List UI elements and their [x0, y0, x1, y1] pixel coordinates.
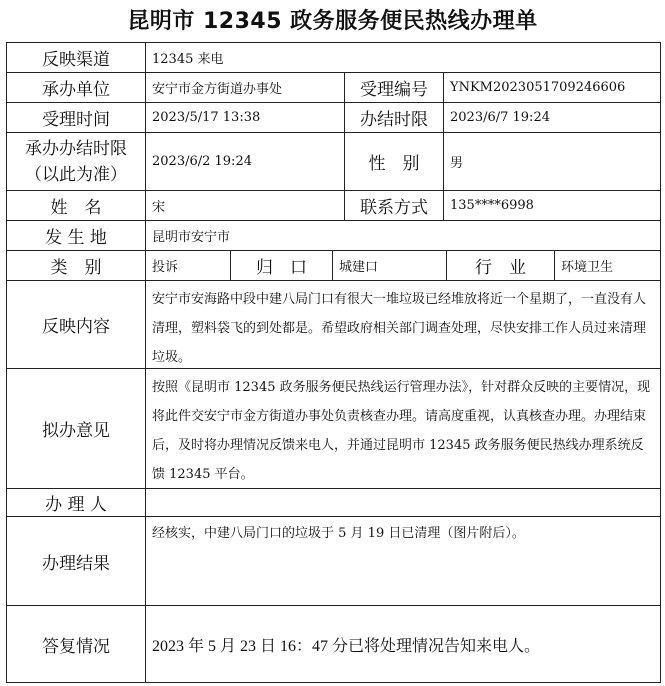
label-accept-time-text: 受理时间 [42, 110, 110, 130]
label-result [6, 516, 146, 606]
label-channel [6, 42, 146, 73]
label-gender [344, 132, 444, 191]
label-content-text: 反映内容 [42, 317, 110, 337]
label-contact-text: 联系方式 [360, 198, 428, 218]
label-attribution [230, 250, 333, 281]
value-unit: 安宁市金方街道办事处 [145, 72, 345, 103]
label-reply [6, 605, 146, 683]
label-reply-text: 答复情况 [42, 636, 110, 657]
value-deadline: 2023/6/7 19:24 [443, 102, 661, 133]
label-unit-deadline [6, 132, 146, 191]
label-handler-text: 办 理 人 [45, 495, 107, 515]
label-opinion [6, 368, 146, 489]
label-unit [6, 72, 146, 103]
label-unit-deadline-line2: （以此为准） [25, 164, 127, 185]
value-reply: 2023 年 5 月 23 日 16：47 分已将处理情况告知来电人。 [145, 605, 661, 683]
label-name [6, 190, 146, 221]
label-result-text: 办理结果 [42, 553, 110, 574]
value-contact: 135****6998 [443, 190, 661, 221]
value-attribution: 城建口 [332, 250, 447, 281]
label-category-text: 类 别 [50, 258, 102, 278]
label-channel-text: 反映渠道 [42, 50, 110, 70]
label-handler [6, 488, 146, 517]
value-category: 投诉 [145, 250, 231, 281]
value-handler [145, 488, 661, 517]
label-unit-text: 承办单位 [42, 80, 110, 100]
value-gender: 男 [443, 132, 661, 191]
label-location-text: 发 生 地 [45, 228, 107, 248]
value-location: 昆明市安宁市 [145, 220, 661, 251]
label-attribution-text: 归 口 [256, 258, 307, 278]
value-result: 经核实，中建八局门口的垃圾于 5 月 19 日已清理（图片附后）。 [145, 516, 661, 606]
label-opinion-text: 拟办意见 [42, 421, 110, 441]
value-name: 宋 [145, 190, 345, 221]
value-unit-deadline: 2023/6/2 19:24 [145, 132, 345, 191]
value-accept-time: 2023/5/17 13:38 [145, 102, 345, 133]
label-contact [344, 190, 444, 221]
label-unit-deadline-line1: 承办办结时限 [25, 138, 127, 159]
label-accept-no [344, 72, 444, 103]
value-industry: 环境卫生 [554, 250, 661, 281]
page-title: 昆明市 12345 政务服务便民热线办理单 [127, 9, 538, 34]
label-content [6, 280, 146, 369]
value-channel: 12345 来电 [145, 42, 661, 73]
label-location [6, 220, 146, 251]
label-category [6, 250, 146, 281]
label-gender-text: 性 别 [368, 154, 420, 174]
label-accept-time [6, 102, 146, 133]
label-deadline-text: 办结时限 [360, 110, 428, 130]
label-name-text: 姓 名 [50, 198, 102, 218]
value-opinion: 按照《昆明市 12345 政务服务便民热线运行管理办法》，针对群众反映的主要情况，现将此件交安宁市金方街道办事处负责核查办理。请高度重视，认真核查办理。办理结束后，及时将办理情况反馈来电人，并通过昆明市 12345 政务服务便民热线办理系统反馈 12345 平台。 [145, 368, 661, 489]
label-deadline [344, 102, 444, 133]
value-accept-no: YNKM2023051709246606 [443, 72, 661, 103]
label-accept-no-text: 受理编号 [360, 80, 428, 100]
value-content: 安宁市安海路中段中建八局门口有很大一堆垃圾已经堆放将近一个星期了，一直没有人清理，塑料袋飞的到处都是。希望政府相关部门调查处理，尽快安排工作人员过来清理垃圾。 [145, 280, 661, 369]
label-industry [446, 250, 555, 281]
label-industry-text: 行 业 [475, 258, 526, 278]
